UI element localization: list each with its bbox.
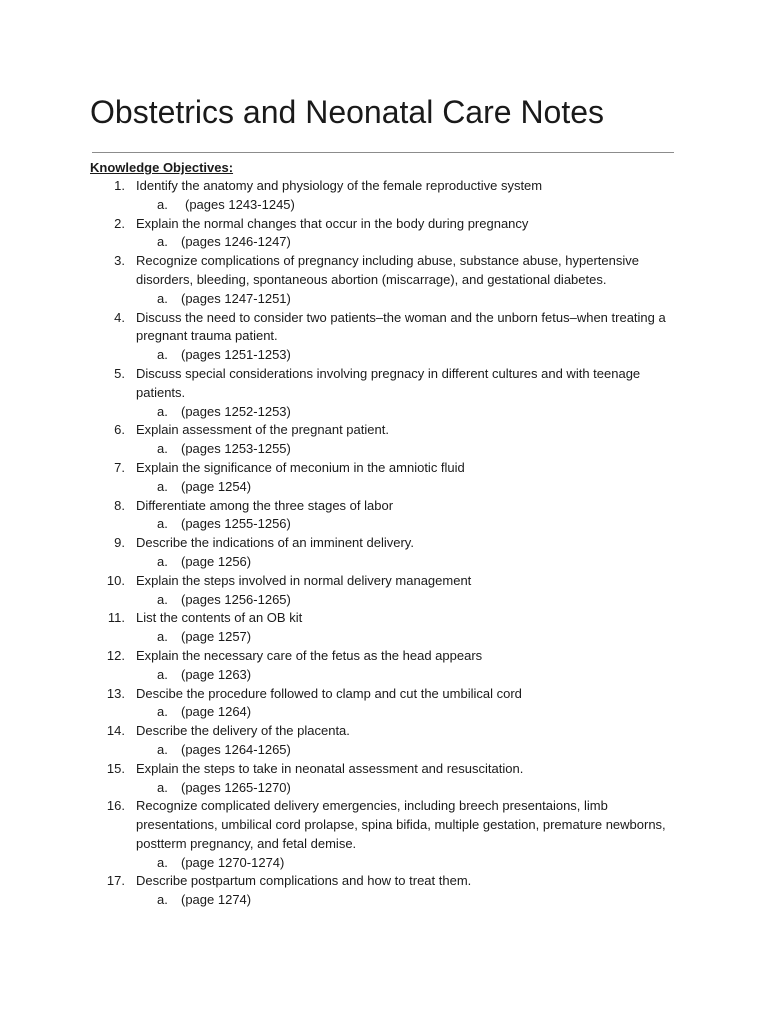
objective-text: Explain the normal changes that occur in the body during pregnancy <box>136 215 529 231</box>
objective-item <box>0 572 768 610</box>
page-reference: (pages 1252-1253) <box>181 403 291 419</box>
objective-text: Descibe the procedure followed to clamp and cut the umbilical cord <box>136 685 522 701</box>
page-reference: (page 1257) <box>181 629 252 645</box>
objective-text: Explain the necessary care of the fetus as the head appears <box>136 647 483 663</box>
objective-number: 14. <box>106 723 125 739</box>
objective-text: Describe postpartum complications and how to treat them. <box>136 873 472 889</box>
objective-text: Recognize complications of pregnancy including abuse, substance abuse, hypertensive disorders, bleeding, spontaneous abortion (miscarrage), and gestational diabetes. <box>136 253 639 287</box>
objective-text: Recognize complicated delivery emergencies, including breech presentaions, limb presentations, umbilical cord prolapse, spina bifida, multiple gestation, premature newborns, postterm pregnancy, and fetal demise. <box>136 798 666 851</box>
page-reference: (page 1270-1274) <box>181 854 285 870</box>
page-reference: (pages 1243-1245) <box>185 196 295 212</box>
page-reference: (page 1264) <box>181 704 252 720</box>
objective-number: 15. <box>106 760 125 776</box>
page-reference: (pages 1247-1251) <box>181 290 291 306</box>
page-reference: (pages 1255-1256) <box>181 516 291 532</box>
objective-number: 10. <box>106 572 125 588</box>
objective-number: 8. <box>114 497 125 513</box>
objective-item <box>0 722 768 760</box>
sub-item-letter: a. <box>157 892 168 908</box>
sub-item-letter: a. <box>157 779 168 795</box>
objective-item <box>0 421 768 459</box>
sub-item-letter: a. <box>157 741 168 757</box>
objective-number: 4. <box>114 309 125 325</box>
objective-item <box>0 215 768 253</box>
sub-item-letter: a. <box>157 234 168 250</box>
page-reference: (page 1274) <box>181 892 252 908</box>
page-reference: (pages 1251-1253) <box>181 347 291 363</box>
page-reference: (page 1263) <box>181 666 252 682</box>
objective-item <box>0 797 768 872</box>
objective-number: 9. <box>114 535 125 551</box>
objective-number: 13. <box>106 685 125 701</box>
objective-item <box>0 609 768 647</box>
objective-number: 11. <box>107 610 125 626</box>
sub-item-letter: a. <box>157 704 168 720</box>
objective-text: Explain assessment of the pregnant patient. <box>136 422 389 438</box>
objective-item <box>0 309 768 365</box>
sub-item-letter: a. <box>157 403 168 419</box>
page-reference: (pages 1264-1265) <box>181 741 291 757</box>
page-reference: (pages 1265-1270) <box>181 779 291 795</box>
objectives-list <box>0 177 768 910</box>
sub-item-letter: a. <box>157 854 168 870</box>
page-reference: (page 1254) <box>181 478 252 494</box>
objective-item <box>0 365 768 421</box>
objective-text: Describe the indications of an imminent delivery. <box>136 535 414 551</box>
objective-item <box>0 534 768 572</box>
sub-item-letter: a. <box>157 553 168 569</box>
page-reference: (pages 1246-1247) <box>181 234 291 250</box>
objective-number: 6. <box>114 422 125 438</box>
sub-item-letter: a. <box>157 666 168 682</box>
sub-item-letter: a. <box>157 196 168 212</box>
objective-number: 7. <box>114 459 125 475</box>
objective-item <box>0 459 768 497</box>
objective-item <box>0 760 768 798</box>
objective-number: 5. <box>114 365 125 381</box>
objective-text: Describe the delivery of the placenta. <box>136 723 350 739</box>
objective-number: 17. <box>106 873 125 889</box>
sub-item-letter: a. <box>157 629 168 645</box>
objective-text: Explain the significance of meconium in the amniotic fluid <box>136 459 465 475</box>
sub-item-letter: a. <box>157 347 168 363</box>
objective-item <box>0 497 768 535</box>
objective-text: Differentiate among the three stages of labor <box>136 497 394 513</box>
page-reference: (page 1256) <box>181 553 252 569</box>
objective-item <box>0 872 768 910</box>
section-heading: Knowledge Objectives: <box>90 160 234 175</box>
objective-number: 3. <box>114 253 125 269</box>
sub-item-letter: a. <box>157 516 168 532</box>
objective-item <box>0 177 768 215</box>
objective-item <box>0 252 768 308</box>
page-reference: (pages 1253-1255) <box>181 441 291 457</box>
objective-text: Identify the anatomy and physiology of the female reproductive system <box>136 178 543 193</box>
objective-item <box>0 685 768 723</box>
page-title: Obstetrics and Neonatal Care Notes <box>90 94 605 130</box>
sub-item-letter: a. <box>157 478 168 494</box>
title-divider <box>92 152 674 153</box>
page-reference: (pages 1256-1265) <box>181 591 291 607</box>
objective-text: Discuss the need to consider two patients–the woman and the unborn fetus–when treating a pregnant trauma patient. <box>136 309 666 344</box>
objective-number: 16. <box>106 798 125 814</box>
objective-item <box>0 647 768 685</box>
sub-item-letter: a. <box>157 441 168 457</box>
objective-text: List the contents of an OB kit <box>136 610 303 626</box>
objective-number: 12. <box>106 647 125 663</box>
objective-text: Discuss special considerations involving pregnacy in different cultures and with teenage patients. <box>136 365 641 400</box>
objective-text: Explain the steps to take in neonatal assessment and resuscitation. <box>136 760 524 776</box>
sub-item-letter: a. <box>157 290 168 306</box>
sub-item-letter: a. <box>157 591 168 607</box>
objective-number: 1. <box>114 178 125 193</box>
objective-number: 2. <box>114 215 125 231</box>
objective-text: Explain the steps involved in normal delivery management <box>136 572 472 588</box>
